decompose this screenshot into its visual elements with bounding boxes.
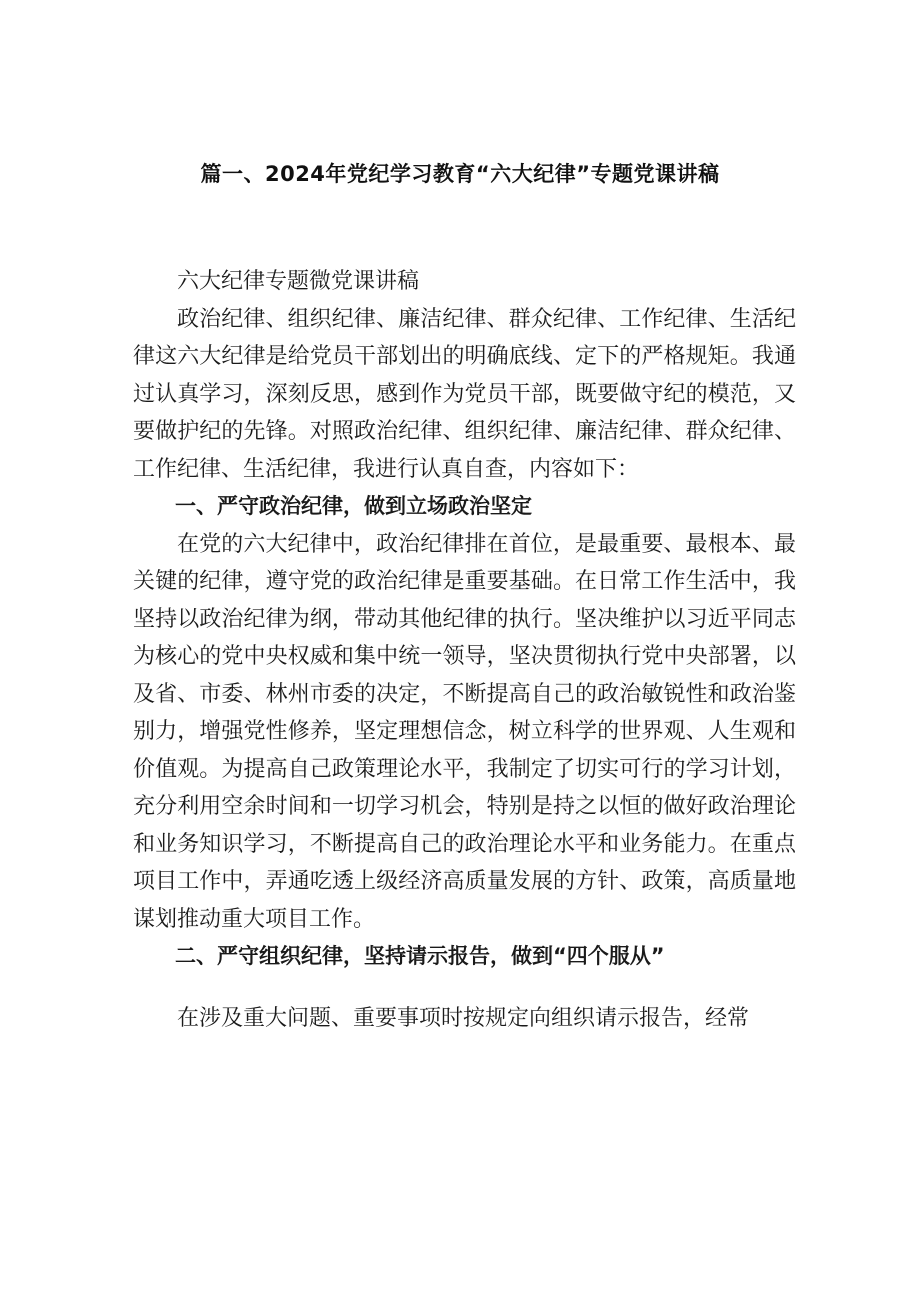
subtitle-paragraph: 六大纪律专题微党课讲稿: [177, 269, 420, 294]
intro-paragraph: 政治纪律、组织纪律、廉洁纪律、群众纪律、工作纪律、生活纪律这六大纪律是给党员干部划出的明确底线、定下的严格规矩。我通过认真学习，深刻反思，感到作为党员干部，既要做守纪的模范，又要做护纪的先锋。对照政治纪律、组织纪律、廉洁纪律、群众纪律、工作纪律、生活纪律，我进行认真自查，内容如下：: [133, 306, 796, 482]
document-body: [133, 263, 796, 1037]
document-title: 篇一、2024年党纪学习教育“六大纪律”专题党课讲稿: [200, 162, 720, 186]
section-2-heading: 二、严守组织纪律，坚持请示报告，做到“四个服从”: [175, 944, 665, 968]
section-1-paragraph: 在党的六大纪律中，政治纪律排在首位，是最重要、最根本、最关键的纪律，遵守党的政治纪律是重要基础。在日常工作生活中，我坚持以政治纪律为纲，带动其他纪律的执行。坚决维护以习近平同志为核心的党中央权威和集中统一领导，坚决贯彻执行党中央部署，以及省、市委、林州市委的决定，不断提高自己的政治敏锐性和政治鉴别力，增强党性修养，坚定理想信念，树立科学的世界观、人生观和价值观。为提高自己政策理论水平，我制定了切实可行的学习计划，充分利用空余时间和一切学习机会，特别是持之以恒的做好政治理论和业务知识学习，不断提高自己的政治理论水平和业务能力。在重点项目工作中，弄通吃透上级经济高质量发展的方针、政策，高质量地谋划推动重大项目工作。: [133, 531, 796, 932]
section-2-paragraph: 在涉及重大问题、重要事项时按规定向组织请示报告，经常: [177, 1005, 750, 1031]
section-1-heading: 一、严守政治纪律，做到立场政治坚定: [175, 494, 532, 518]
